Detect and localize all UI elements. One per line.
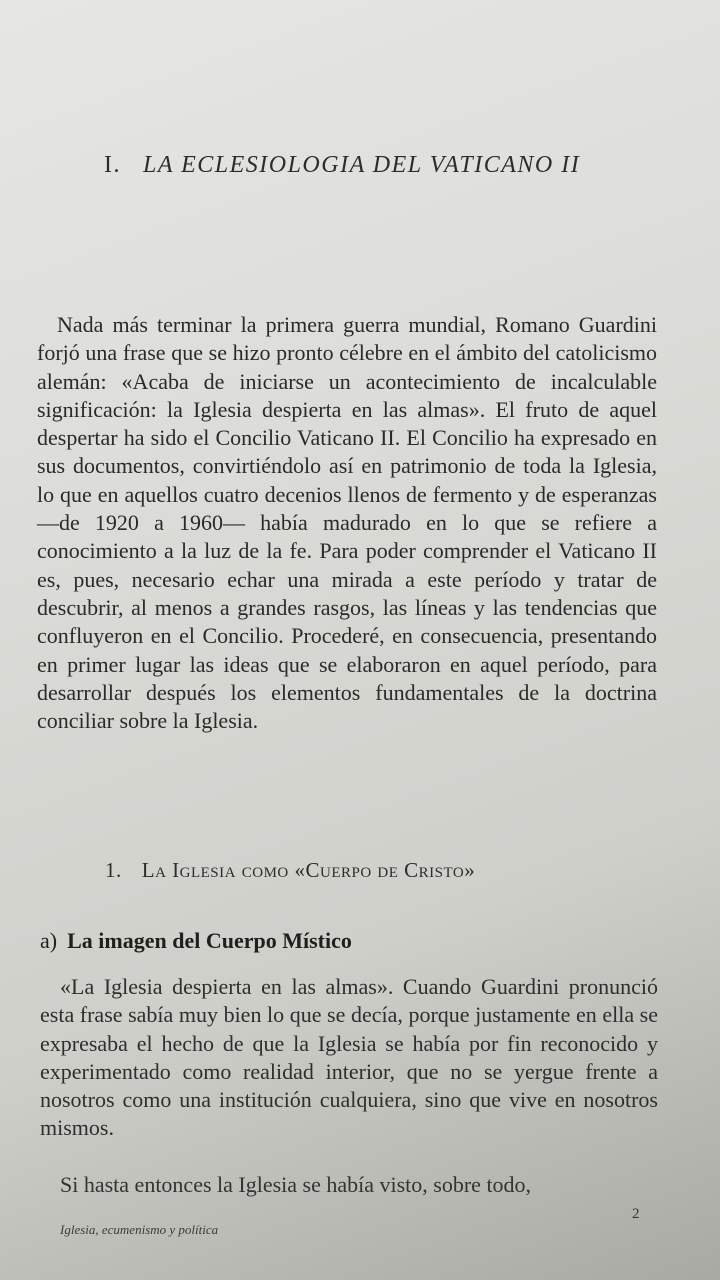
chapter-title xyxy=(104,152,580,179)
subsection-letter: a) xyxy=(40,928,58,953)
chapter-title-text: LA ECLESIOLOGIA DEL VATICANO II xyxy=(143,152,581,178)
section-number: 1. xyxy=(105,858,122,882)
section-heading xyxy=(105,858,475,883)
page-number: 2 xyxy=(632,1206,640,1222)
intro-paragraph: Nada más terminar la primera guerra mundial, Romano Guardini forjó una frase que se hizo pronto célebre en el ámbito del catolicismo alemán: «Acaba de iniciarse un acontecimiento de incalculable significación: la Iglesia despierta en las almas». El fruto de aquel despertar ha sido el Concilio Vaticano II. El Concilio ha expresado en sus documentos, convirtiéndolo así en patrimonio de toda la Iglesia, lo que en aquellos cuatro decenios llenos de fermento y de esperanzas —de 1920 a 1960— había madurado en lo que se refiere a conocimiento a la luz de la fe. Para poder comprender el Vaticano II es, pues, necesario echar una mirada a este período y tratar de descubrir, al menos a grandes rasgos, las líneas y las tendencias que confluyeron en el Concilio. Procederé, en consecuencia, presentando en primer lugar las ideas que se elaboraron en aquel período, para desarrollar después los elementos fundamentales de la doctrina conciliar sobre la Iglesia. xyxy=(37,312,657,734)
body-paragraph-2: «La Iglesia despierta en las almas». Cuando Guardini pronunció esta frase sabía muy bien lo que se decía, porque justamente en ella se expresaba el hecho de que la Iglesia se había por fin reconocido y experimentado como realidad interior, que no se yergue frente a nosotros como una institución cualquiera, sino que vive en nosotros mismos. xyxy=(40,974,658,1141)
subsection-title: La imagen del Cuerpo Místico xyxy=(67,928,352,953)
subsection-heading xyxy=(40,928,352,954)
running-footer-title: Iglesia, ecumenismo y política xyxy=(60,1222,219,1237)
section-title: La Iglesia como «Cuerpo de Cristo» xyxy=(141,858,476,882)
body-paragraph-3: Si hasta entonces la Iglesia se había visto, sobre todo, xyxy=(60,1172,532,1197)
chapter-number: I. xyxy=(104,152,121,178)
